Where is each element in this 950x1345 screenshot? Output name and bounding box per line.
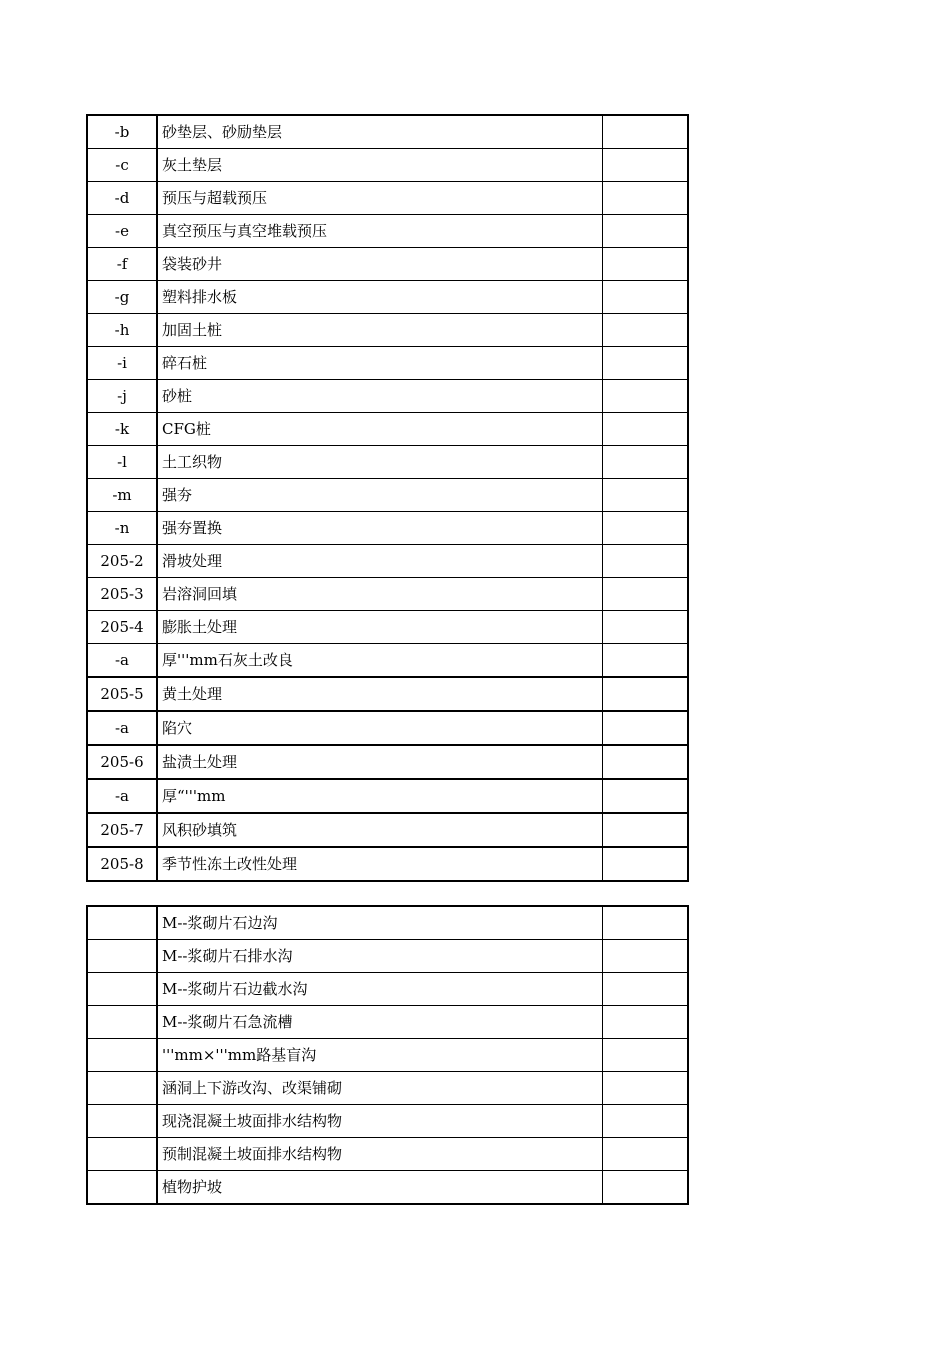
item-name-cell: M--浆砌片石边截水沟 <box>157 973 602 1006</box>
item-value-cell <box>602 314 688 347</box>
item-table-bottom <box>86 905 689 1205</box>
item-value-cell <box>602 644 688 678</box>
table-row <box>87 1039 688 1072</box>
table-row <box>87 940 688 973</box>
item-name-cell: 盐渍土处理 <box>157 745 602 779</box>
item-value-cell <box>602 149 688 182</box>
item-value-cell <box>602 611 688 644</box>
table-row <box>87 248 688 281</box>
table-row <box>87 611 688 644</box>
item-code-cell: -n <box>87 512 157 545</box>
item-name-cell: M--浆砌片石急流槽 <box>157 1006 602 1039</box>
table-row <box>87 1006 688 1039</box>
item-code-cell <box>87 906 157 940</box>
item-value-cell <box>602 182 688 215</box>
table-row <box>87 779 688 813</box>
item-code-cell: -h <box>87 314 157 347</box>
item-table-bottom-body <box>87 906 688 1204</box>
item-value-cell <box>602 906 688 940</box>
item-code-cell: -c <box>87 149 157 182</box>
table-row <box>87 906 688 940</box>
item-code-cell: -a <box>87 711 157 745</box>
item-code-cell <box>87 1105 157 1138</box>
item-code-cell: -a <box>87 644 157 678</box>
item-name-cell: 塑料排水板 <box>157 281 602 314</box>
table-row <box>87 413 688 446</box>
item-name-cell: CFG桩 <box>157 413 602 446</box>
item-value-cell <box>602 973 688 1006</box>
item-value-cell <box>602 677 688 711</box>
item-name-cell: 强夯 <box>157 479 602 512</box>
item-value-cell <box>602 545 688 578</box>
item-value-cell <box>602 1006 688 1039</box>
table-row <box>87 347 688 380</box>
item-value-cell <box>602 281 688 314</box>
item-value-cell <box>602 578 688 611</box>
table-row <box>87 380 688 413</box>
table-row <box>87 745 688 779</box>
item-code-cell: 205-8 <box>87 847 157 881</box>
item-value-cell <box>602 1171 688 1205</box>
item-name-cell: 季节性冻土改性处理 <box>157 847 602 881</box>
item-code-cell: -a <box>87 779 157 813</box>
item-code-cell <box>87 1039 157 1072</box>
item-value-cell <box>602 940 688 973</box>
item-name-cell: M--浆砌片石排水沟 <box>157 940 602 973</box>
item-code-cell <box>87 1072 157 1105</box>
table-row <box>87 314 688 347</box>
item-name-cell: 涵洞上下游改沟、改渠铺砌 <box>157 1072 602 1105</box>
item-value-cell <box>602 479 688 512</box>
item-code-cell: 205-5 <box>87 677 157 711</box>
table-row <box>87 711 688 745</box>
item-name-cell: 现浇混凝土坡面排水结构物 <box>157 1105 602 1138</box>
item-code-cell: 205-4 <box>87 611 157 644</box>
table-row <box>87 1105 688 1138</box>
item-value-cell <box>602 813 688 847</box>
table-row <box>87 446 688 479</box>
item-name-cell: 滑坡处理 <box>157 545 602 578</box>
table-row <box>87 479 688 512</box>
item-code-cell <box>87 1138 157 1171</box>
item-code-cell: -d <box>87 182 157 215</box>
item-code-cell: -j <box>87 380 157 413</box>
item-table-top <box>86 114 689 882</box>
item-code-cell <box>87 973 157 1006</box>
item-name-cell: '''mm×'''mm路基盲沟 <box>157 1039 602 1072</box>
table-row <box>87 545 688 578</box>
table-row <box>87 644 688 678</box>
table-row <box>87 1138 688 1171</box>
item-code-cell: -i <box>87 347 157 380</box>
table-row <box>87 847 688 881</box>
table-row <box>87 677 688 711</box>
item-name-cell: 厚“'''mm <box>157 779 602 813</box>
item-value-cell <box>602 347 688 380</box>
table-row <box>87 182 688 215</box>
item-name-cell: 风积砂填筑 <box>157 813 602 847</box>
item-name-cell: 真空预压与真空堆载预压 <box>157 215 602 248</box>
item-code-cell: -g <box>87 281 157 314</box>
item-value-cell <box>602 1039 688 1072</box>
item-value-cell <box>602 446 688 479</box>
item-name-cell: 碎石桩 <box>157 347 602 380</box>
item-value-cell <box>602 215 688 248</box>
item-value-cell <box>602 779 688 813</box>
item-code-cell: -m <box>87 479 157 512</box>
item-value-cell <box>602 115 688 149</box>
table-row <box>87 973 688 1006</box>
item-code-cell <box>87 1006 157 1039</box>
item-name-cell: 膨胀土处理 <box>157 611 602 644</box>
item-code-cell: -l <box>87 446 157 479</box>
table-row <box>87 1072 688 1105</box>
item-name-cell: 植物护坡 <box>157 1171 602 1205</box>
item-name-cell: M--浆砌片石边沟 <box>157 906 602 940</box>
item-value-cell <box>602 1138 688 1171</box>
item-code-cell: 205-6 <box>87 745 157 779</box>
item-value-cell <box>602 847 688 881</box>
item-name-cell: 预压与超载预压 <box>157 182 602 215</box>
item-code-cell: -e <box>87 215 157 248</box>
item-value-cell <box>602 1105 688 1138</box>
item-value-cell <box>602 413 688 446</box>
item-code-cell: -f <box>87 248 157 281</box>
item-value-cell <box>602 512 688 545</box>
item-name-cell: 岩溶洞回填 <box>157 578 602 611</box>
table-row <box>87 813 688 847</box>
item-code-cell <box>87 940 157 973</box>
item-name-cell: 砂垫层、砂励垫层 <box>157 115 602 149</box>
item-value-cell <box>602 248 688 281</box>
item-code-cell: 205-3 <box>87 578 157 611</box>
item-code-cell: 205-7 <box>87 813 157 847</box>
table-row <box>87 115 688 149</box>
item-value-cell <box>602 711 688 745</box>
item-value-cell <box>602 380 688 413</box>
item-code-cell: -k <box>87 413 157 446</box>
item-value-cell <box>602 745 688 779</box>
item-value-cell <box>602 1072 688 1105</box>
table-row <box>87 215 688 248</box>
table-row <box>87 512 688 545</box>
table-row <box>87 1171 688 1205</box>
item-name-cell: 袋装砂井 <box>157 248 602 281</box>
item-name-cell: 强夯置换 <box>157 512 602 545</box>
item-code-cell: 205-2 <box>87 545 157 578</box>
item-name-cell: 预制混凝土坡面排水结构物 <box>157 1138 602 1171</box>
item-name-cell: 土工织物 <box>157 446 602 479</box>
item-name-cell: 加固土桩 <box>157 314 602 347</box>
table-row <box>87 578 688 611</box>
table-row <box>87 149 688 182</box>
item-name-cell: 砂桩 <box>157 380 602 413</box>
item-code-cell <box>87 1171 157 1205</box>
table-row <box>87 281 688 314</box>
item-code-cell: -b <box>87 115 157 149</box>
item-name-cell: 陷穴 <box>157 711 602 745</box>
item-table-top-body <box>87 115 688 881</box>
item-name-cell: 厚'''mm石灰土改良 <box>157 644 602 678</box>
item-name-cell: 灰土垫层 <box>157 149 602 182</box>
item-name-cell: 黄土处理 <box>157 677 602 711</box>
